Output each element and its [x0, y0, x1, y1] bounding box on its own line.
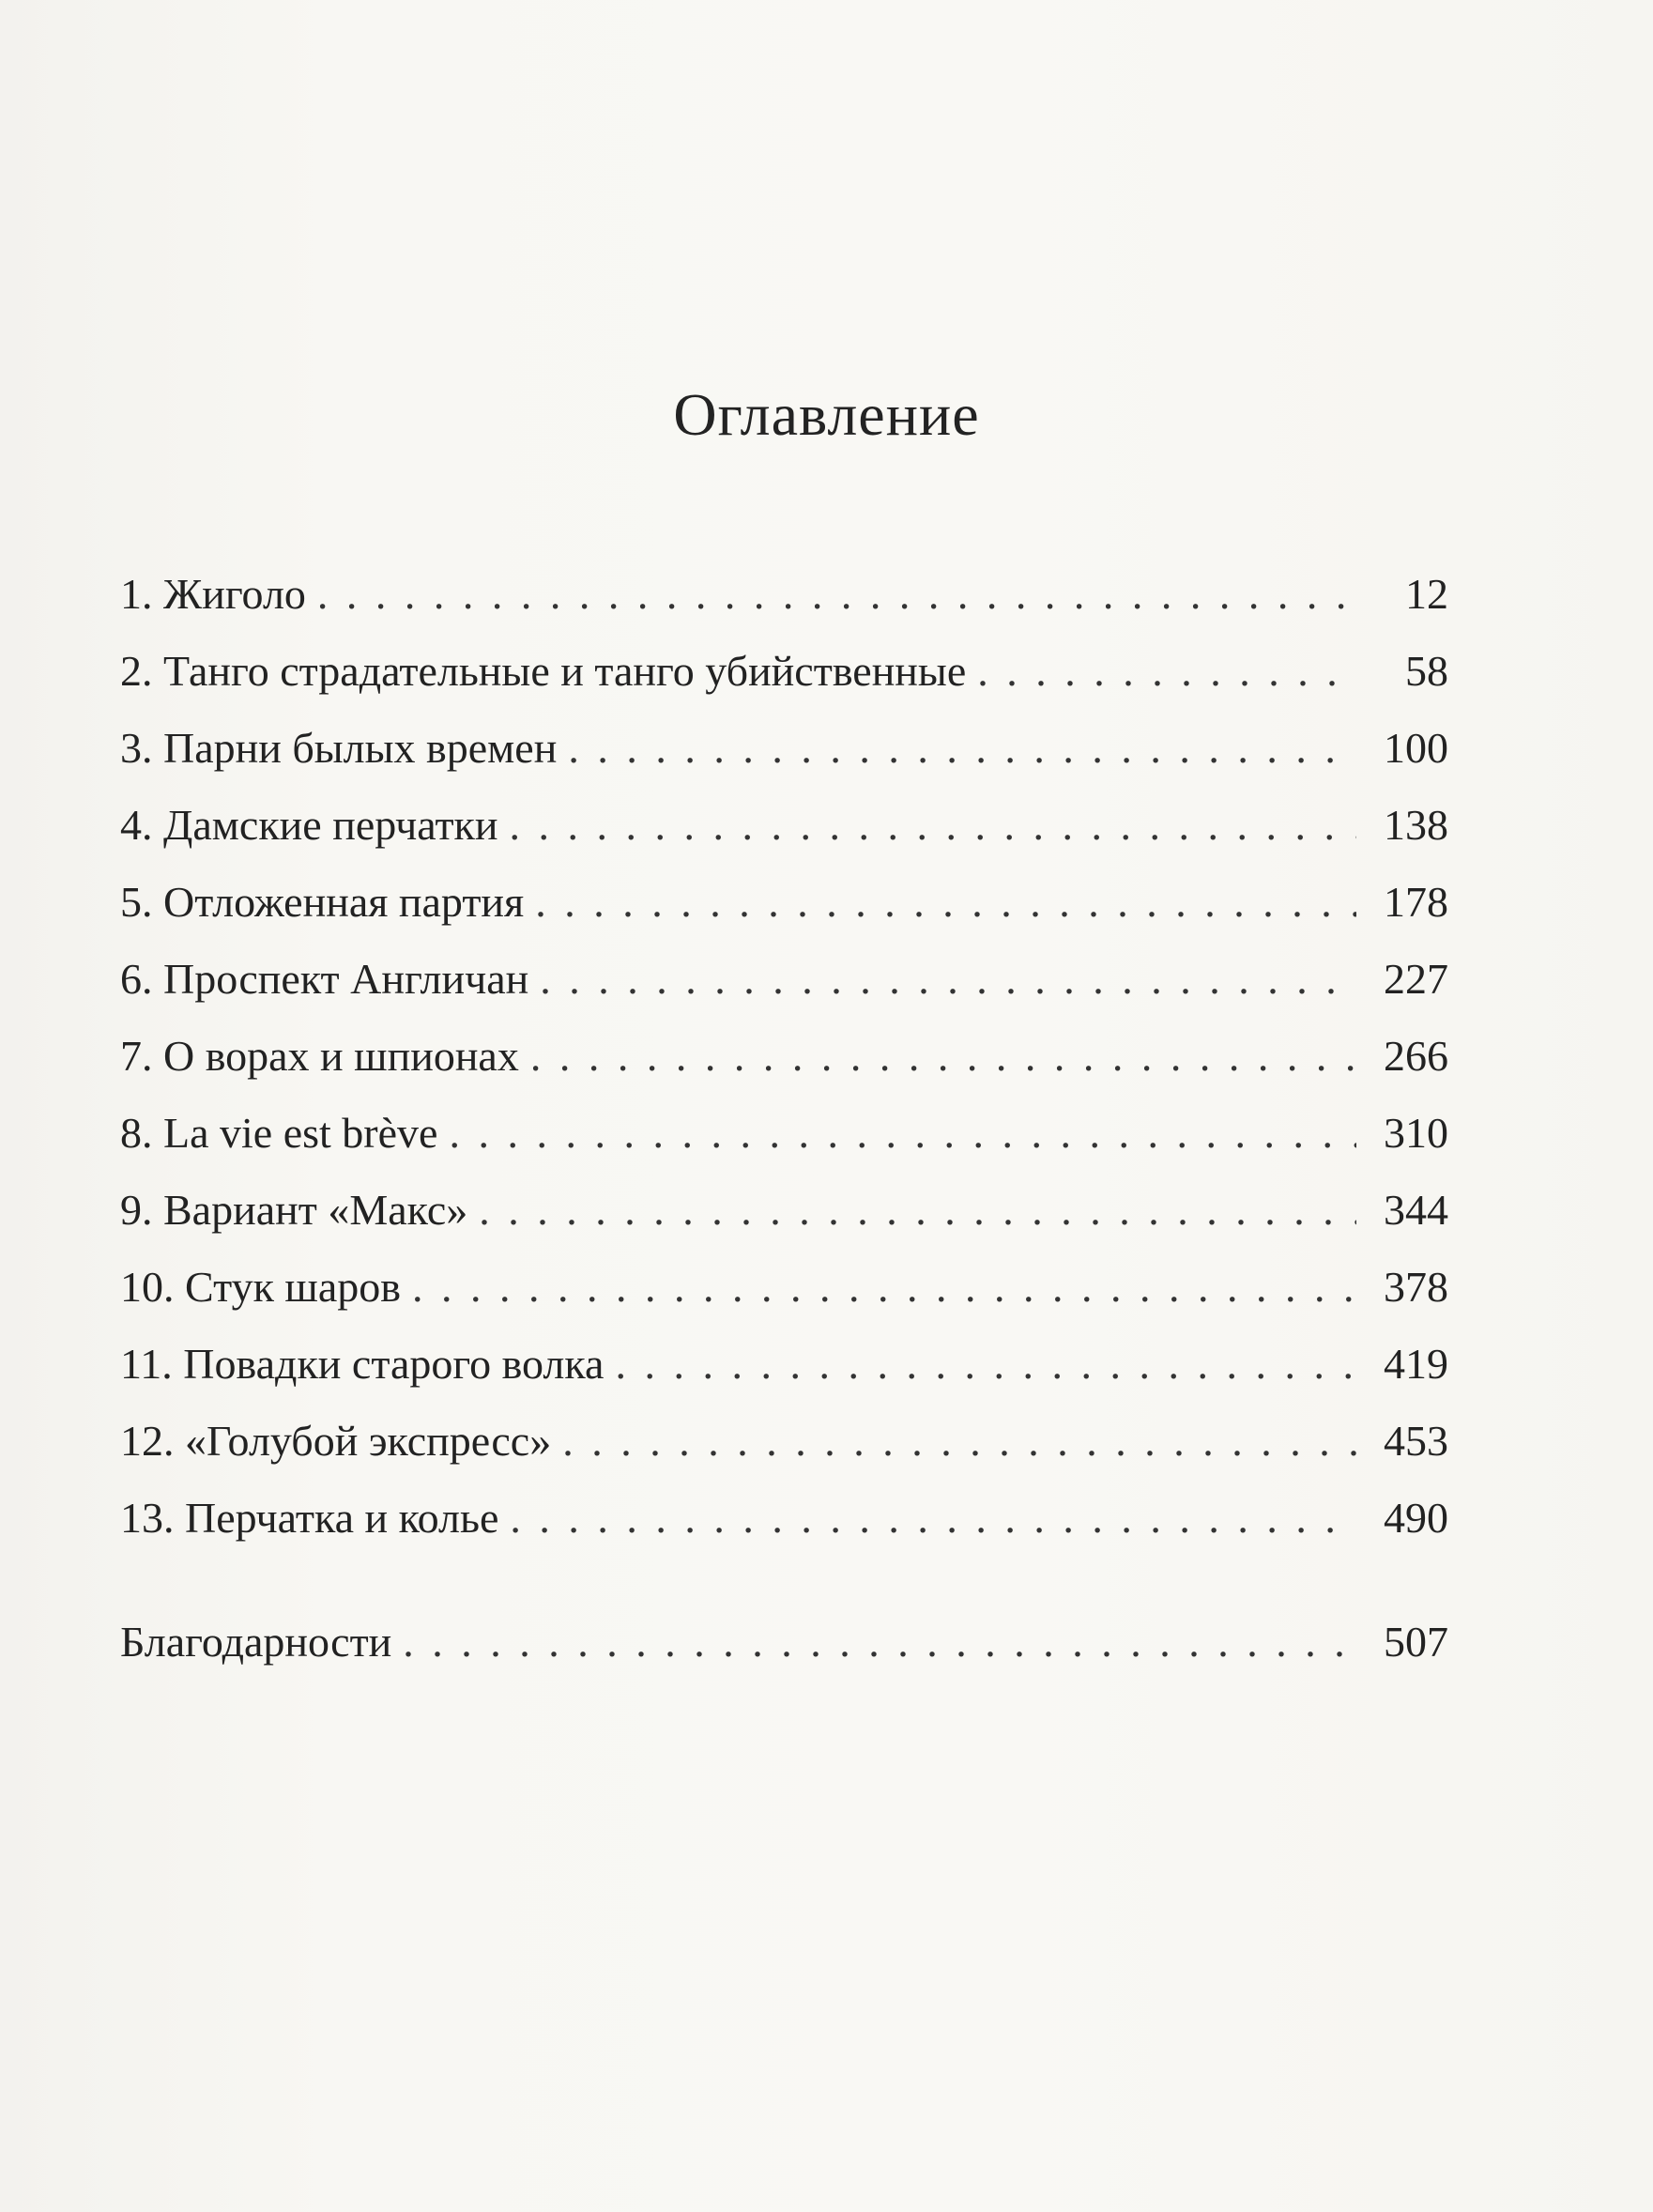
- dot-leader: [479, 1172, 1356, 1249]
- toc-entry-page: 12: [1405, 570, 1448, 618]
- dot-leader: [412, 1249, 1356, 1326]
- dot-leader: [510, 787, 1356, 864]
- toc-entry-label: 6. Проспект Англичан: [120, 955, 529, 1003]
- toc-entry-5: [120, 864, 1448, 941]
- toc-entry-label: 10. Стук шаров: [120, 1263, 401, 1311]
- dot-leader: [510, 1480, 1356, 1557]
- toc-entry-page: 138: [1384, 801, 1448, 849]
- toc-entry-13: [120, 1480, 1448, 1557]
- toc-entry-3: [120, 710, 1448, 787]
- toc-entry-page: 310: [1384, 1109, 1448, 1157]
- toc-entry-label: 5. Отложенная партия: [120, 878, 525, 926]
- toc-entry-page: 378: [1384, 1263, 1448, 1311]
- table-of-contents: [120, 556, 1448, 1681]
- toc-entry-label: 12. «Голубой экспресс»: [120, 1417, 552, 1465]
- toc-entry-label: Благодарности: [120, 1618, 392, 1666]
- toc-entry-page: 490: [1384, 1494, 1448, 1542]
- dot-leader: [535, 864, 1356, 941]
- dot-leader: [615, 1326, 1356, 1403]
- toc-entry-page: 419: [1384, 1340, 1448, 1388]
- toc-entry-page: 344: [1384, 1186, 1448, 1234]
- toc-entry-10: [120, 1249, 1448, 1326]
- dot-leader: [562, 1403, 1356, 1480]
- dot-leader: [530, 1018, 1356, 1095]
- toc-entry-page: 100: [1384, 724, 1448, 772]
- toc-entry-11: [120, 1326, 1448, 1403]
- toc-entry-8: [120, 1095, 1448, 1172]
- toc-entry-2: [120, 633, 1448, 710]
- toc-entry-page: 453: [1384, 1417, 1448, 1465]
- dot-leader: [568, 710, 1356, 787]
- toc-entry-label: 4. Дамские перчатки: [120, 801, 498, 849]
- dot-leader: [977, 633, 1356, 710]
- toc-entry-9: [120, 1172, 1448, 1249]
- toc-entry-label: 9. Вариант «Макс»: [120, 1186, 468, 1234]
- toc-entry-7: [120, 1018, 1448, 1095]
- dot-leader: [449, 1095, 1356, 1172]
- toc-entry-page: 58: [1405, 647, 1448, 695]
- toc-entry-page: 178: [1384, 878, 1448, 926]
- toc-entry-12: [120, 1403, 1448, 1480]
- toc-entry-6: [120, 941, 1448, 1018]
- toc-entry-page: 266: [1384, 1032, 1448, 1080]
- toc-entry-page: 507: [1384, 1618, 1448, 1666]
- toc-entry-label: 3. Парни былых времен: [120, 724, 558, 772]
- toc-entry-page: 227: [1384, 955, 1448, 1003]
- dot-leader: [540, 941, 1356, 1018]
- toc-entry-1: [120, 556, 1448, 633]
- dot-leader: [317, 556, 1356, 633]
- page-title: Оглавление: [673, 381, 980, 448]
- toc-entry-label: 13. Перчатка и колье: [120, 1494, 499, 1542]
- toc-entry-label: 7. О ворах и шпионах: [120, 1032, 519, 1080]
- toc-entry-label: 11. Повадки старого волка: [120, 1340, 605, 1388]
- dot-leader: [403, 1604, 1356, 1681]
- toc-entry-label: 1. Жиголо: [120, 570, 306, 618]
- toc-entry-acknowledgements: [120, 1604, 1448, 1681]
- toc-entry-label: 8. La vie est brève: [120, 1109, 438, 1157]
- toc-entry-4: [120, 787, 1448, 864]
- toc-entry-label: 2. Танго страдательные и танго убийственные: [120, 647, 967, 695]
